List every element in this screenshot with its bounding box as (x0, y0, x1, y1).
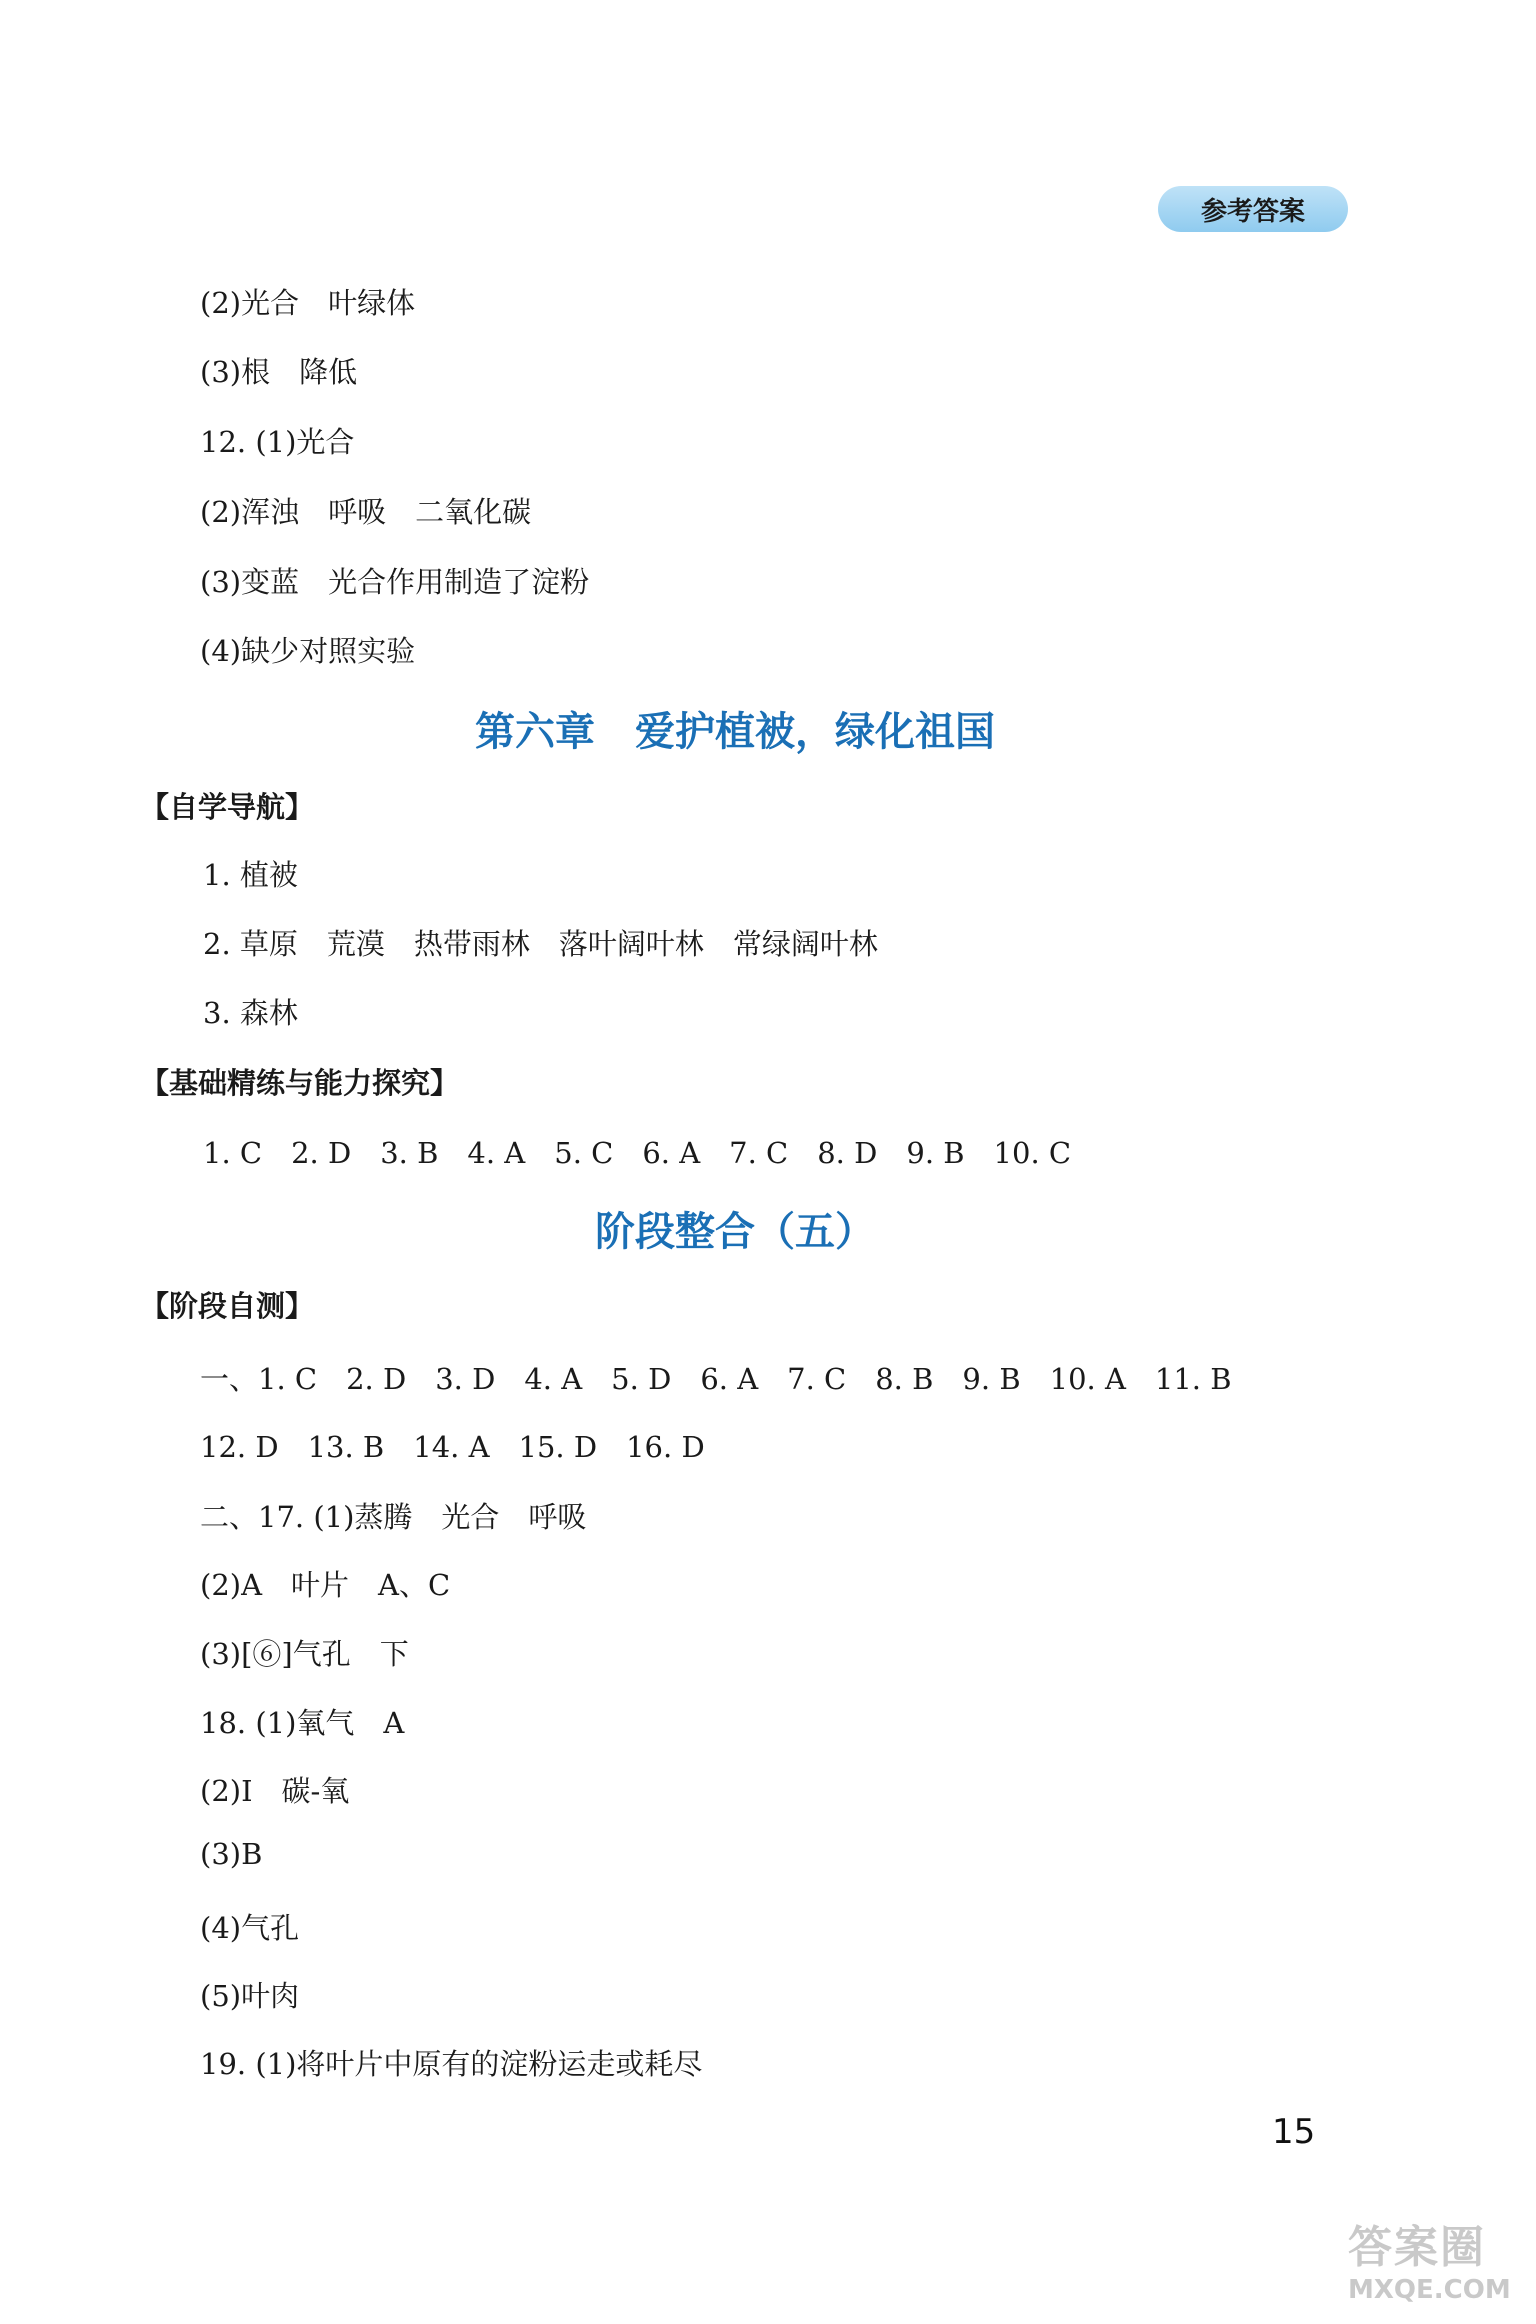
answer-line: 12. (1)光合 (200, 425, 355, 459)
answer-line: (2)浑浊 呼吸 二氧化碳 (200, 495, 532, 529)
answer-line: (2)A 叶片 A、C (200, 1568, 451, 1602)
stage-title: 阶段整合（五） (595, 1209, 875, 1255)
list-item: 3. 森林 (203, 996, 298, 1030)
watermark-brand: 答案圈 (1348, 2222, 1486, 2273)
answer-line: (3)变蓝 光合作用制造了淀粉 (200, 565, 590, 599)
answer-line: 一、1. C 2. D 3. D 4. A 5. D 6. A 7. C 8. B 9. B 10. A 11. B (200, 1362, 1232, 1396)
answer-line: 19. (1)将叶片中原有的淀粉运走或耗尽 (200, 2047, 703, 2081)
list-item: 1. 植被 (203, 858, 298, 892)
section-label-self-test: 【阶段自测】 (140, 1289, 315, 1323)
chapter-title: 第六章 爱护植被，绿化祖国 (475, 709, 995, 755)
answer-line: (3)根 降低 (200, 355, 358, 389)
answer-line: (3)B (200, 1837, 263, 1871)
answer-line: 1. C 2. D 3. B 4. A 5. C 6. A 7. C 8. D 9. B 10. C (203, 1136, 1072, 1170)
answer-line: (3)[⑥]气孔 下 (200, 1637, 409, 1671)
answer-key-tag: 参考答案 (1158, 186, 1348, 232)
section-label-practice: 【基础精练与能力探究】 (140, 1066, 460, 1100)
watermark (1348, 2222, 1528, 2322)
answer-line: 二、17. (1)蒸腾 光合 呼吸 (200, 1500, 587, 1534)
answer-line: (4)缺少对照实验 (200, 634, 416, 668)
section-label-self-study: 【自学导航】 (140, 790, 315, 824)
watermark-url: MXQE.COM (1348, 2275, 1511, 2305)
answer-line: (4)气孔 (200, 1911, 300, 1945)
answer-line: 18. (1)氧气 A (200, 1706, 405, 1740)
answer-line: (2)Ⅰ 碳-氧 (200, 1774, 350, 1808)
list-item: 2. 草原 荒漠 热带雨林 落叶阔叶林 常绿阔叶林 (203, 927, 878, 961)
answer-line: (2)光合 叶绿体 (200, 286, 416, 320)
answer-line: (5)叶肉 (200, 1979, 300, 2013)
page-number: 15 (1272, 2112, 1316, 2152)
answer-line: 12. D 13. B 14. A 15. D 16. D (200, 1430, 705, 1464)
